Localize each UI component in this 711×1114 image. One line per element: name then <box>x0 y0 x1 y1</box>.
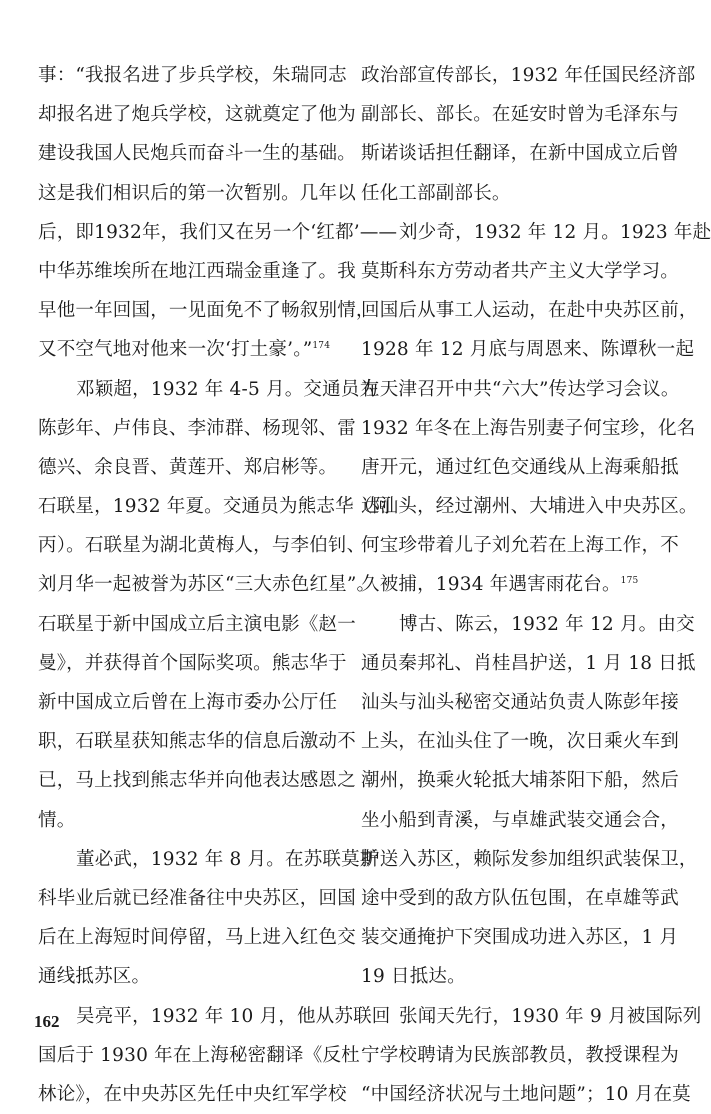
text-line-content: 事：“我报名进了步兵学校，朱瑞同志 <box>38 65 347 86</box>
text-line <box>361 1075 691 1114</box>
text-line <box>361 213 711 252</box>
text-line-content: 早他一年回国，一见面免不了畅叙别情， <box>38 300 375 322</box>
text-line-content: 德兴、余良晋、黄莲开、郑启彬等。 <box>38 456 338 478</box>
text-line <box>361 56 696 95</box>
text-line-content: 潮州，换乘火轮抵大埔茶阳下船，然后 <box>361 770 679 792</box>
text-line <box>361 487 698 526</box>
text-line-content: 政治部宣传部长，1932 年任国民经济部 <box>361 65 696 86</box>
text-line-content: 建设我国人民炮兵而奋斗一生的基础。 <box>38 143 356 165</box>
text-line-content: 1932 年冬在上海告别妻子何宝珍，化名 <box>361 417 696 439</box>
text-line-content: 却报名进了炮兵学校，这就奠定了他为 <box>38 104 356 126</box>
text-line-content: 任化工部副部长。 <box>361 182 511 204</box>
text-line-content: 途中受到的敌方队伍包围，在卓雄等武 <box>361 887 679 909</box>
text-line <box>38 683 344 722</box>
text-line <box>38 330 344 369</box>
text-line <box>361 565 667 604</box>
text-line <box>361 879 679 918</box>
text-line <box>361 761 679 800</box>
right-column <box>361 56 711 1114</box>
text-line <box>361 370 680 409</box>
footnote-marker: 175 <box>620 576 639 587</box>
text-line <box>38 95 356 134</box>
text-line-content: 1928 年 12 月底与周恩来、陈谭秋一起 <box>361 339 695 361</box>
text-line <box>361 997 702 1036</box>
text-line <box>38 1036 360 1075</box>
text-line-content: 汕头与汕头秘密交通站负责人陈彭年接 <box>361 692 679 713</box>
text-line <box>361 644 696 683</box>
text-line-content: 情。 <box>38 809 76 831</box>
text-line <box>38 134 356 173</box>
footnote-marker: 174 <box>312 341 331 352</box>
text-line <box>361 134 679 173</box>
text-line <box>38 174 356 213</box>
text-line-content: 邓颖超，1932 年 4-5 月。交通员为 <box>76 378 379 400</box>
text-line-content: 吴亮平，1932 年 10 月，他从苏联回 <box>76 1005 391 1027</box>
text-line <box>361 252 679 291</box>
text-line <box>38 448 344 487</box>
text-line <box>38 409 356 448</box>
text-line-content: “中国经济状况与土地问题”；10 月在莫 <box>361 1083 691 1105</box>
text-line <box>361 95 679 134</box>
text-line-content: 久被捕，1934 年遇害雨花台。 <box>361 574 621 596</box>
text-line-content: 国后于 1930 年在上海秘密翻译《反杜 <box>38 1044 360 1066</box>
text-line <box>38 370 379 409</box>
text-line-content: 这是我们相识后的第一次暂别。几年以 <box>38 182 356 204</box>
text-line-content: 林论》，在中央苏区先任中央红军学校 <box>38 1083 347 1105</box>
text-line-content: 职，石联星获知熊志华的信息后激动不 <box>38 731 356 753</box>
text-line <box>38 487 392 526</box>
text-line <box>38 840 379 879</box>
text-line <box>38 918 356 957</box>
text-line-content: 石联星于新中国成立后主演电影《赵一 <box>38 613 356 635</box>
text-line-content: 宁学校聘请为民族部教员，教授课程为 <box>361 1044 679 1066</box>
text-line <box>38 761 356 800</box>
text-line-content: 通线抵苏区。 <box>38 966 151 988</box>
text-line <box>38 957 344 996</box>
text-line-content: 在天津召开中共“六大”传达学习会议。 <box>361 378 680 400</box>
text-line <box>38 1075 347 1114</box>
text-line-content: 副部长、部长。在延安时曾为毛泽东与 <box>361 104 679 126</box>
text-line <box>361 957 667 996</box>
text-line <box>361 330 695 369</box>
text-line <box>38 801 344 840</box>
text-line-content: 又不空气地对他来一次‘打土豪’。” <box>38 339 313 361</box>
text-line <box>361 291 698 330</box>
text-line-content: 董必武，1932 年 8 月。在苏联莫斯 <box>76 848 379 870</box>
text-line-content: 丙）。石联星为湖北黄梅人，与李伯钊、 <box>38 535 366 557</box>
text-line <box>38 879 356 918</box>
text-line-content: 19 日抵达。 <box>361 966 466 988</box>
text-line-content: 莫斯科东方劳动者共产主义大学学习。 <box>361 260 679 282</box>
text-line-content: 达汕头，经过潮州、大埔进入中央苏区。 <box>361 496 698 518</box>
text-line <box>361 722 679 761</box>
text-line-content: 后在上海短时间停留，马上进入红色交 <box>38 927 356 949</box>
text-line-content: 后，即1932年，我们又在另一个‘红都’—— <box>38 221 398 243</box>
text-line-content: 已，马上找到熊志华并向他表达感恩之 <box>38 770 356 792</box>
text-line-content: 曼》，并获得首个国际奖项。熊志华于 <box>38 652 347 674</box>
text-line <box>361 409 696 448</box>
text-line-content: 护送入苏区，赖际发参加组织武装保卫， <box>361 848 698 870</box>
text-line-content: 坐小船到青溪，与卓雄武装交通会合， <box>361 809 679 831</box>
text-line-content: 新中国成立后曾在上海市委办公厅任 <box>38 692 338 713</box>
text-line <box>361 683 679 722</box>
text-line <box>361 174 667 213</box>
text-line-content: 刘少奇，1932 年 12 月。1923 年赴 <box>399 221 711 243</box>
text-line <box>361 801 679 840</box>
text-line-content: 斯诺谈话担任翻译，在新中国成立后曾 <box>361 143 679 165</box>
text-line-content: 回国后从事工人运动，在赴中央苏区前， <box>361 300 698 322</box>
text-line <box>38 213 398 252</box>
text-line <box>38 605 356 644</box>
text-line <box>361 840 698 879</box>
text-line <box>38 56 347 95</box>
text-line <box>38 252 356 291</box>
page-number: 162 <box>34 1012 60 1031</box>
text-line <box>361 605 695 644</box>
text-line <box>38 565 376 604</box>
text-line-content: 装交通掩护下突围成功进入苏区，1 月 <box>361 927 679 949</box>
text-line-content: 通员秦邦礼、肖桂昌护送，1 月 18 日抵 <box>361 652 696 674</box>
text-line-content: 博古、陈云，1932 年 12 月。由交 <box>399 613 695 635</box>
left-column <box>38 56 398 1114</box>
text-line-content: 刘月华一起被誉为苏区“三大赤色红星”。 <box>38 574 376 596</box>
text-line-content: 上头，在汕头住了一晚，次日乘火车到 <box>361 731 679 753</box>
text-line <box>38 722 356 761</box>
text-line <box>361 1036 679 1075</box>
text-line-content: 石联星，1932 年夏。交通员为熊志华（阿 <box>38 496 392 518</box>
text-line-content: 陈彭年、卢伟良、李沛群、杨现邻、雷 <box>38 417 356 439</box>
text-line-content: 何宝珍带着儿子刘允若在上海工作，不 <box>361 535 679 557</box>
text-line <box>361 918 679 957</box>
text-line <box>38 291 375 330</box>
text-line-content: 中华苏维埃所在地江西瑞金重逢了。我 <box>38 260 356 282</box>
text-line <box>38 526 366 565</box>
text-line <box>361 526 679 565</box>
text-line-content: 张闻天先行，1930 年 9 月被国际列 <box>399 1005 702 1027</box>
text-line-content: 科毕业后就已经准备往中央苏区，回国 <box>38 887 356 909</box>
text-line <box>361 448 679 487</box>
text-line-content: 唐开元，通过红色交通线从上海乘船抵 <box>361 456 679 478</box>
text-line <box>38 997 391 1036</box>
text-line <box>38 644 347 683</box>
